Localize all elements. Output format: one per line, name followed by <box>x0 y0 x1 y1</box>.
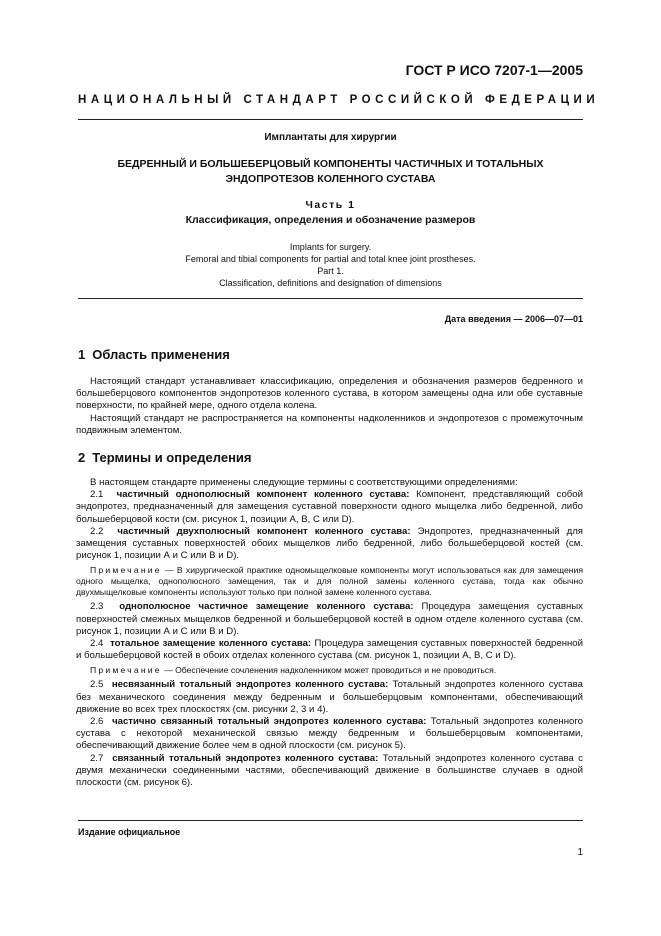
section-2-body <box>76 477 583 789</box>
term-number: 2.1 <box>90 489 104 501</box>
section-1-number: 1 <box>78 347 86 362</box>
term-2-1 <box>76 489 583 526</box>
effective-date: Дата введения — 2006—07—01 <box>444 314 583 324</box>
term-2-4 <box>76 638 583 662</box>
term-definition: Процедура замещения суставных поверхностей смежных мыщелков бедренной и большеберцовой костей в одном отделе коленного сустава (см. рисунок 1, позиции А и С или В и D). <box>76 601 583 637</box>
english-title <box>78 241 583 289</box>
part-label: Часть 1 <box>305 199 356 211</box>
bottom-divider <box>78 820 583 821</box>
section-2-title: Термины и определения <box>92 450 252 465</box>
section-1-title: Область применения <box>92 347 230 362</box>
term-definition: Процедура замещения суставных поверхностей бедренной и большеберцовой костей в обоих отделах коленного сустава (см. рисунок 1, позиции А, В, С и D). <box>76 638 583 662</box>
note-2 <box>76 665 583 676</box>
english-title-line-2: Femoral and tibial components for partial and total knee joint prostheses. <box>185 254 476 264</box>
term-definition: Компонент, представляющий собой эндопротез, предназначенный для замещения суставной поверхности одного мыщелка либо бедренной, либо большеберцовой кости (см. рисунок 1, позиции А, В, С или D). <box>76 489 583 525</box>
note-label: Примечание <box>90 565 162 576</box>
section-1-paragraph-2: Настоящий стандарт не распространяется на компоненты надколенников и эндопротезов с промежуточным подвижным элементом. <box>76 412 583 436</box>
section-1-paragraph-1: Настоящий стандарт устанавливает классификацию, определения и обозначения размеров бедренного и большеберцового компонентов эндопротезов коленного сустава, в котором замещены одна или обе суставные поверхности, по крайней мере, одного отдела колена. <box>76 376 583 412</box>
main-title <box>78 157 583 187</box>
term-definition: Тотальный эндопротез коленного сустава с некоторой механической связью между бедренным и большеберцовым компонентами, обеспечивающий движение более чем в одной плоскости (см. рисунок 5). <box>76 716 583 752</box>
term-name: тотальное замещение коленного сустава: <box>110 638 312 650</box>
main-title-line-1: БЕДРЕННЫЙ И БОЛЬШЕБЕРЦОВЫЙ КОМПОНЕНТЫ ЧАСТИЧНЫХ И ТОТАЛЬНЫХ <box>117 158 544 170</box>
note-text: — Обеспечение сочленения надколенником может проводиться и не проводиться. <box>161 665 497 676</box>
term-2-5 <box>76 679 583 716</box>
term-name: частичный однополюсный компонент коленного сустава: <box>116 489 410 501</box>
section-2-intro: В настоящем стандарте применены следующие термины с соответствующими определениями: <box>90 477 518 488</box>
term-definition: Тотальный эндопротез коленного сустава с двумя механически соединенными частями, обеспечивающий движение в большинстве случаев в одной плоскости (см. рисунок 6). <box>76 752 583 789</box>
term-name: несвязанный тотальный эндопротез коленного сустава: <box>111 679 389 691</box>
term-number: 2.6 <box>90 716 104 728</box>
page-number: 1 <box>577 847 583 858</box>
term-name: однополюсное частичное замещение коленного сустава: <box>119 601 414 613</box>
middle-divider <box>78 298 583 299</box>
part-title: Классификация, определения и обозначение размеров <box>185 214 476 226</box>
official-edition-label: Издание официальное <box>78 827 181 837</box>
national-standard-banner: НАЦИОНАЛЬНЫЙ СТАНДАРТ РОССИЙСКОЙ ФЕДЕРАЦИИ <box>78 94 600 106</box>
note-text: — В хирургической практике одномыщелковые компоненты могут использоваться как для замещения одного мыщелка, однополюсного замещения, так и для полной замены коленного сустава, тогда как обычно двухмыщелковые компоненты используют только при полной замене коленного сустава. <box>76 565 583 598</box>
term-number: 2.5 <box>90 679 104 691</box>
section-2-number: 2 <box>78 450 86 465</box>
section-1-body <box>76 376 583 437</box>
document-code: ГОСТ Р ИСО 7207-1—2005 <box>405 62 583 78</box>
english-title-line-3: Part 1. <box>317 266 344 276</box>
term-number: 2.3 <box>90 601 104 613</box>
section-1-heading <box>78 347 230 362</box>
term-definition: Эндопротез, предназначенный для замещения суставных поверхностей обоих мыщелков либо бедренной, либо большеберцовой костей (см. рисунок 1, позиции А и С или В и D). <box>76 525 583 562</box>
term-2-6 <box>76 716 583 753</box>
english-title-line-4: Classification, definitions and designation of dimensions <box>219 278 442 288</box>
term-number: 2.4 <box>90 638 104 650</box>
main-title-line-2: ЭНДОПРОТЕЗОВ КОЛЕННОГО СУСТАВА <box>225 173 436 185</box>
term-2-2 <box>76 526 583 563</box>
subject-line: Имплантаты для хирургии <box>264 132 397 143</box>
term-name: связанный тотальный эндопротез коленного сустава: <box>112 752 379 764</box>
note-1 <box>76 565 583 598</box>
term-name: частично связанный тотальный эндопротез коленного сустава: <box>112 716 427 728</box>
term-2-7 <box>76 753 583 790</box>
term-number: 2.2 <box>90 525 104 537</box>
top-divider <box>78 119 583 120</box>
english-title-line-1: Implants for surgery. <box>289 242 372 252</box>
section-2-heading <box>78 450 252 465</box>
term-number: 2.7 <box>90 752 104 764</box>
term-2-3 <box>76 601 583 638</box>
term-definition: Тотальный эндопротез коленного сустава без механического соединения между бедренным и большеберцовым компонентами, обеспечивающий движение во всех трех плоскостях (см. рисунки 2, 3 и 4). <box>76 679 583 715</box>
term-name: частичный двухполюсный компонент коленного сустава: <box>117 525 411 537</box>
note-label: Примечание <box>90 665 162 676</box>
